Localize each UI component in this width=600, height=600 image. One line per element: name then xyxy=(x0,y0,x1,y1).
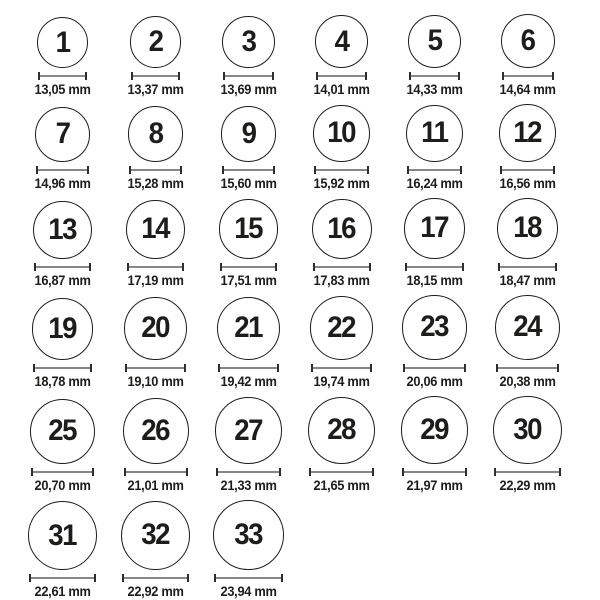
ring-circle xyxy=(32,298,94,360)
measure-end-tick xyxy=(458,72,460,80)
measure-end-tick xyxy=(462,263,464,271)
diameter-label: 20,38 mm xyxy=(499,373,556,389)
diameter-label: 20,70 mm xyxy=(34,477,91,493)
measure-line xyxy=(220,367,277,369)
diameter-measure-line xyxy=(409,72,460,80)
ring-size-item xyxy=(202,295,295,389)
diameter-label: 16,56 mm xyxy=(499,175,556,191)
ring-size-item xyxy=(481,14,574,97)
ring-size-item xyxy=(481,396,574,493)
diameter-measure-line xyxy=(36,166,89,174)
measure-line xyxy=(131,169,180,171)
diameter-measure-line xyxy=(125,364,185,372)
ring-size-number: 30 xyxy=(513,412,542,446)
ring-size-item xyxy=(295,104,388,191)
ring-size-item xyxy=(109,104,202,191)
ring-size-item xyxy=(295,14,388,97)
measure-line xyxy=(311,471,372,473)
measure-line xyxy=(218,471,279,473)
ring-size-number: 11 xyxy=(421,116,448,150)
ring-circle xyxy=(128,106,183,161)
ring-size-number: 5 xyxy=(427,24,442,58)
ring-circle xyxy=(33,201,91,259)
diameter-label: 22,29 mm xyxy=(499,477,556,493)
diameter-label: 17,83 mm xyxy=(313,272,370,288)
ring-size-number: 22 xyxy=(327,310,356,344)
measure-line xyxy=(35,367,91,369)
measure-line xyxy=(33,471,92,473)
ring-size-number: 18 xyxy=(513,211,542,245)
ring-size-item xyxy=(109,14,202,97)
measure-line xyxy=(225,75,271,77)
measure-line xyxy=(216,577,280,579)
ring-size-row xyxy=(16,198,600,288)
ring-size-row xyxy=(16,14,600,97)
ring-size-item xyxy=(481,198,574,288)
ring-size-number: 6 xyxy=(520,24,535,57)
measure-line xyxy=(498,367,557,369)
ring-size-row xyxy=(16,104,600,191)
measure-end-tick xyxy=(365,72,367,80)
ring-size-item xyxy=(481,295,574,389)
ring-size-number: 20 xyxy=(141,311,170,345)
measure-end-tick xyxy=(92,468,94,476)
diameter-label: 14,64 mm xyxy=(499,82,556,97)
ring-circle xyxy=(497,198,558,259)
ring-size-number: 24 xyxy=(513,310,542,344)
ring-size-item xyxy=(202,500,295,599)
ring-size-item xyxy=(295,198,388,288)
diameter-label: 18,78 mm xyxy=(34,373,91,389)
ring-circle xyxy=(501,14,555,68)
measure-line xyxy=(224,169,274,171)
ring-size-item xyxy=(388,396,481,493)
measure-end-tick xyxy=(187,574,189,582)
ring-size-number: 2 xyxy=(148,25,163,59)
diameter-measure-line xyxy=(122,574,190,582)
diameter-label: 21,33 mm xyxy=(220,477,277,493)
diameter-measure-line xyxy=(402,468,468,476)
ring-size-item xyxy=(388,198,481,288)
diameter-measure-line xyxy=(314,166,368,174)
diameter-measure-line xyxy=(500,166,556,174)
diameter-measure-line xyxy=(494,468,560,476)
ring-size-item xyxy=(16,104,109,191)
ring-size-item xyxy=(295,396,388,493)
diameter-label: 15,28 mm xyxy=(127,175,184,191)
diameter-label: 19,10 mm xyxy=(127,373,184,389)
ring-circle xyxy=(402,295,466,359)
ring-circle xyxy=(219,199,278,258)
ring-circle xyxy=(406,105,463,162)
measure-end-tick xyxy=(370,364,372,372)
ring-size-item xyxy=(16,500,109,599)
ring-size-item xyxy=(16,14,109,97)
diameter-label: 19,42 mm xyxy=(220,373,277,389)
measure-line xyxy=(40,75,85,77)
measure-end-tick xyxy=(465,468,467,476)
measure-line xyxy=(318,75,365,77)
measure-line xyxy=(124,577,188,579)
diameter-label: 16,24 mm xyxy=(406,175,463,191)
ring-circle xyxy=(308,397,375,464)
measure-end-tick xyxy=(178,72,180,80)
measure-end-tick xyxy=(555,263,557,271)
ring-size-number: 32 xyxy=(141,518,170,552)
diameter-label: 16,87 mm xyxy=(34,272,91,288)
measure-line xyxy=(36,266,88,268)
measure-line xyxy=(127,367,183,369)
ring-size-item xyxy=(202,396,295,493)
diameter-label: 13,05 mm xyxy=(34,82,91,97)
ring-circle xyxy=(222,16,274,68)
measure-line xyxy=(407,266,462,268)
ring-circle xyxy=(313,105,369,161)
ring-size-item xyxy=(202,104,295,191)
ring-size-item xyxy=(109,396,202,493)
ring-size-row xyxy=(16,500,600,599)
diameter-measure-line xyxy=(127,263,184,271)
diameter-label: 13,69 mm xyxy=(220,82,277,97)
measure-line xyxy=(496,471,558,473)
measure-end-tick xyxy=(460,166,462,174)
measure-end-tick xyxy=(277,364,279,372)
measure-line xyxy=(504,75,552,77)
ring-size-number: 3 xyxy=(241,24,256,58)
ring-size-number: 4 xyxy=(334,24,349,58)
measure-line xyxy=(500,266,555,268)
measure-end-tick xyxy=(184,364,186,372)
ring-size-item xyxy=(388,104,481,191)
measure-line xyxy=(409,169,460,171)
diameter-label: 22,92 mm xyxy=(127,584,184,600)
ring-size-item xyxy=(481,104,574,191)
ring-circle xyxy=(310,296,374,360)
ring-size-item xyxy=(16,295,109,389)
measure-end-tick xyxy=(557,364,559,372)
diameter-measure-line xyxy=(498,263,557,271)
ring-circle xyxy=(213,500,283,570)
diameter-measure-line xyxy=(124,468,188,476)
diameter-label: 21,97 mm xyxy=(406,477,463,493)
ring-size-item xyxy=(388,295,481,389)
diameter-label: 19,74 mm xyxy=(313,373,370,389)
ring-size-number: 12 xyxy=(513,115,542,149)
measure-end-tick xyxy=(182,263,184,271)
diameter-label: 13,37 mm xyxy=(127,82,184,97)
ring-size-number: 15 xyxy=(234,212,263,246)
measure-end-tick xyxy=(180,166,182,174)
ring-circle xyxy=(221,106,277,162)
diameter-measure-line xyxy=(223,72,273,80)
measure-line xyxy=(411,75,458,77)
measure-end-tick xyxy=(186,468,188,476)
diameter-measure-line xyxy=(502,72,554,80)
diameter-measure-line xyxy=(222,166,276,174)
ring-circle xyxy=(130,16,182,68)
measure-end-tick xyxy=(552,72,554,80)
measure-line xyxy=(315,266,369,268)
ring-size-number: 29 xyxy=(420,413,449,447)
measure-end-tick xyxy=(369,263,371,271)
measure-end-tick xyxy=(372,468,374,476)
measure-end-tick xyxy=(273,166,275,174)
ring-circle xyxy=(124,297,186,359)
measure-end-tick xyxy=(464,364,466,372)
diameter-measure-line xyxy=(214,574,282,582)
measure-end-tick xyxy=(281,574,283,582)
ring-circle xyxy=(215,397,282,464)
ring-circle xyxy=(408,15,461,68)
diameter-measure-line xyxy=(131,72,181,80)
ring-circle xyxy=(315,15,368,68)
ring-circle xyxy=(121,501,191,571)
diameter-label: 18,15 mm xyxy=(406,272,463,288)
ring-size-number: 27 xyxy=(234,413,263,447)
measure-end-tick xyxy=(279,468,281,476)
ring-size-item xyxy=(109,295,202,389)
diameter-measure-line xyxy=(216,468,281,476)
ring-size-number: 14 xyxy=(141,212,170,246)
ring-size-row xyxy=(16,396,600,493)
diameter-label: 15,92 mm xyxy=(313,175,370,191)
measure-end-tick xyxy=(85,72,87,80)
diameter-label: 18,47 mm xyxy=(499,272,556,288)
diameter-label: 14,33 mm xyxy=(406,82,463,97)
diameter-measure-line xyxy=(218,364,279,372)
ring-circle xyxy=(401,396,469,464)
measure-line xyxy=(405,367,463,369)
measure-line xyxy=(133,75,179,77)
ring-size-number: 19 xyxy=(48,311,77,345)
measure-line xyxy=(316,169,366,171)
diameter-measure-line xyxy=(29,574,96,582)
ring-circle xyxy=(30,399,95,464)
ring-circle xyxy=(493,396,561,464)
measure-end-tick xyxy=(94,574,96,582)
ring-size-number: 31 xyxy=(48,518,77,552)
measure-line xyxy=(31,577,94,579)
diameter-label: 15,60 mm xyxy=(220,175,277,191)
diameter-measure-line xyxy=(403,364,465,372)
ring-size-item xyxy=(202,198,295,288)
ring-size-number: 1 xyxy=(55,25,70,59)
measure-line xyxy=(404,471,466,473)
ring-size-number: 28 xyxy=(327,413,356,447)
diameter-label: 21,01 mm xyxy=(127,477,184,493)
ring-size-number: 13 xyxy=(48,212,77,246)
ring-circle xyxy=(123,398,189,464)
ring-circle xyxy=(312,199,372,259)
diameter-measure-line xyxy=(407,166,462,174)
measure-line xyxy=(38,169,87,171)
ring-size-number: 8 xyxy=(148,117,163,150)
measure-end-tick xyxy=(89,263,91,271)
ring-circle xyxy=(37,17,88,68)
diameter-measure-line xyxy=(38,72,87,80)
diameter-measure-line xyxy=(313,263,371,271)
ring-size-number: 10 xyxy=(327,116,356,150)
measure-end-tick xyxy=(272,72,274,80)
ring-size-number: 26 xyxy=(141,413,170,447)
ring-size-item xyxy=(109,198,202,288)
diameter-label: 22,61 mm xyxy=(34,584,91,600)
ring-size-item xyxy=(202,14,295,97)
diameter-label: 23,94 mm xyxy=(220,584,277,600)
diameter-measure-line xyxy=(405,263,464,271)
measure-line xyxy=(502,169,554,171)
ring-circle xyxy=(404,198,465,259)
diameter-label: 17,51 mm xyxy=(220,272,277,288)
ring-circle xyxy=(35,107,90,162)
diameter-measure-line xyxy=(496,364,559,372)
measure-line xyxy=(313,367,371,369)
measure-line xyxy=(222,266,275,268)
diameter-measure-line xyxy=(31,468,94,476)
diameter-label: 14,01 mm xyxy=(313,82,370,97)
ring-size-item xyxy=(109,500,202,599)
ring-circle xyxy=(126,200,185,259)
ring-size-number: 23 xyxy=(420,310,449,344)
diameter-measure-line xyxy=(309,468,374,476)
ring-size-row xyxy=(16,295,600,389)
ring-size-number: 33 xyxy=(234,518,263,552)
ring-size-number: 25 xyxy=(48,414,77,448)
ring-circle xyxy=(217,297,280,360)
ring-size-number: 17 xyxy=(420,211,449,245)
ring-size-number: 9 xyxy=(241,116,256,150)
diameter-label: 14,96 mm xyxy=(34,175,91,191)
diameter-measure-line xyxy=(220,263,277,271)
ring-size-item xyxy=(388,14,481,97)
measure-end-tick xyxy=(367,166,369,174)
diameter-measure-line xyxy=(129,166,182,174)
ring-circle xyxy=(499,104,557,162)
ring-size-item xyxy=(295,295,388,389)
ring-size-number: 7 xyxy=(55,117,70,151)
measure-end-tick xyxy=(275,263,277,271)
measure-end-tick xyxy=(553,166,555,174)
ring-size-item xyxy=(16,198,109,288)
ring-circle xyxy=(28,501,97,570)
diameter-label: 20,06 mm xyxy=(406,373,463,389)
measure-end-tick xyxy=(87,166,89,174)
measure-line xyxy=(126,471,186,473)
measure-end-tick xyxy=(90,364,92,372)
ring-circle xyxy=(495,295,560,360)
measure-end-tick xyxy=(559,468,561,476)
ring-size-number: 16 xyxy=(327,211,356,245)
diameter-measure-line xyxy=(34,263,90,271)
ring-size-item xyxy=(16,396,109,493)
diameter-label: 17,19 mm xyxy=(127,272,184,288)
diameter-label: 21,65 mm xyxy=(313,477,370,493)
diameter-measure-line xyxy=(311,364,373,372)
diameter-measure-line xyxy=(316,72,367,80)
ring-size-number: 21 xyxy=(234,311,263,345)
diameter-measure-line xyxy=(33,364,93,372)
measure-line xyxy=(129,266,182,268)
